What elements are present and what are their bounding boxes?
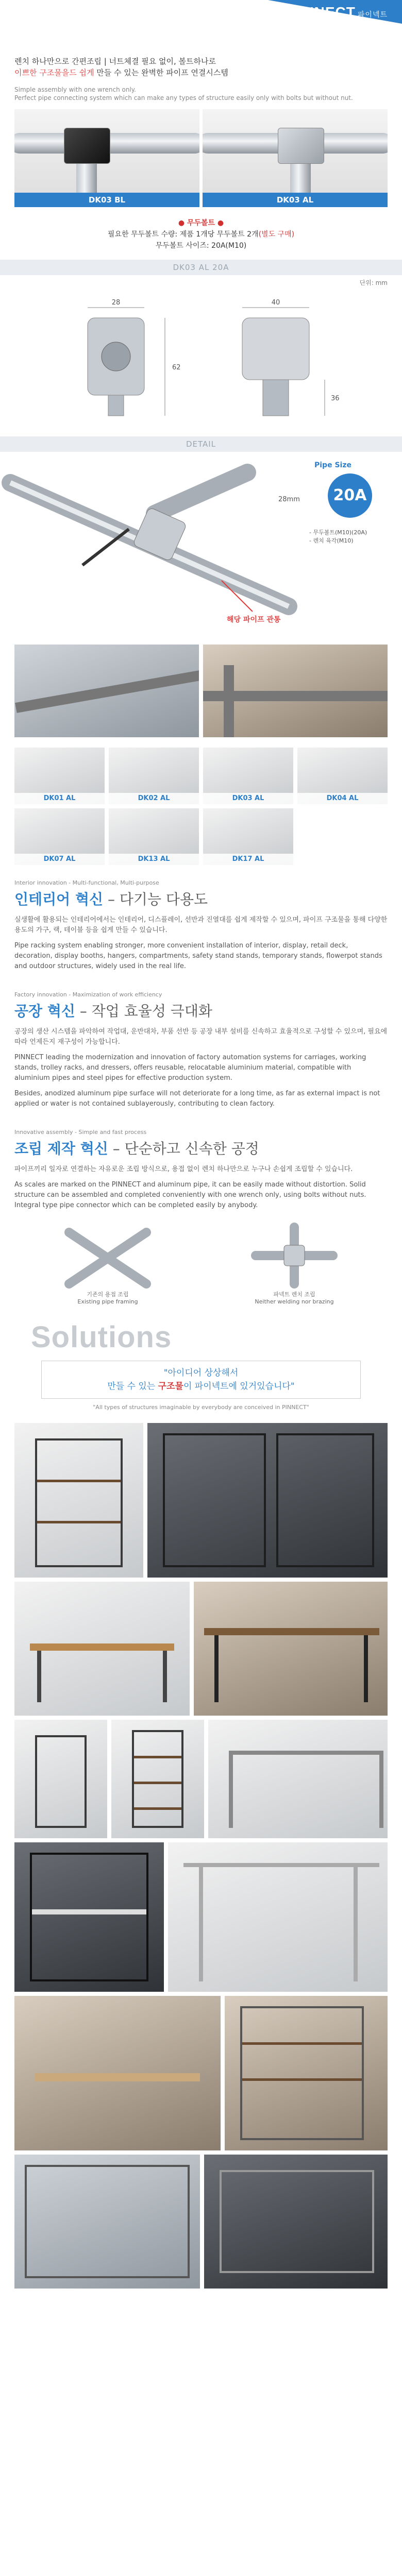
gallery-photo-2: [147, 1423, 388, 1578]
section-title: 공장 혁신 – 작업 효율성 극대화: [14, 1003, 212, 1020]
variant-label: DK02 AL: [109, 793, 199, 804]
dimension-diagram: [0, 287, 402, 436]
variant-label: DK01 AL: [14, 793, 105, 804]
gallery-photo-11: [225, 1996, 388, 2150]
gallery-photo-13: [204, 2155, 388, 2289]
intro-en-2: Perfect pipe connecting system which can make any types of structure easily only with bolts but without nut.: [14, 94, 353, 101]
gallery-photo-9: [168, 1842, 388, 1992]
pipe-mm: 28mm: [278, 496, 300, 503]
section-paragraph: Besides, anodized aluminum pipe surface will not deteriorate for a long time, as far as external impact is not applied or water is not contained sublayerously, contributing to clean factory.: [14, 1090, 380, 1108]
section-assembly: [0, 1114, 402, 1211]
variant-empty: [297, 808, 388, 865]
section-paragraph: PINNECT leading the modernization and innovation of factory automation systems for carriages, working stands, trolley racks, and dressers, offers reusable, relocatable aluminium material, compatible with aluminium pipes and steel pipes for effective production system.: [14, 1054, 366, 1082]
assembly-caption: 파넥트 렌치 조립 Neither welding nor brazing: [255, 1291, 334, 1305]
variant-label: DK13 AL: [109, 854, 199, 865]
solutions-quote: "아이디어 상상해서 만들 수 있는 구조물이 파이넥트에 있거있습니다": [41, 1361, 361, 1399]
variant-dk17: [203, 808, 293, 865]
gallery-photo-4: [194, 1582, 388, 1716]
gallery-photo-5: [14, 1720, 107, 1838]
gallery-photo-6: [111, 1720, 204, 1838]
section-paragraph: Pipe racking system enabling stronger, more convenient installation of interior, display, retail deck, decoration, display booths, hangers, compartments, safety stand stands, temporary stands, flowerpot stands and outdoor structures, widely used in the real life.: [14, 942, 382, 970]
variant-label: DK04 AL: [297, 793, 388, 804]
variant-grid: [0, 737, 402, 865]
section-interior: [0, 865, 402, 972]
usage-photo-1: [14, 645, 199, 737]
bolt-info: [0, 207, 402, 251]
spec-drawing: [0, 287, 402, 436]
spec-band: DK03 AL 20A: [0, 260, 402, 275]
variant-label: DK17 AL: [203, 854, 293, 865]
callout-text: 해당 파이프 관통: [227, 616, 281, 624]
solutions-title: Solutions: [31, 1320, 172, 1354]
section-title: 조립 제작 혁신 – 단순하고 신속한 공정: [14, 1140, 259, 1157]
gallery-photo-7: [208, 1720, 388, 1838]
dim-28: 28: [111, 299, 121, 307]
product-photos: [0, 102, 402, 207]
solutions-gallery: [0, 1411, 402, 2289]
section-en: Innovative assembly - Simple and fast process: [14, 1129, 147, 1136]
variant-dk03: [203, 748, 293, 804]
section-title: 인테리어 혁신 – 다기능 다용도: [14, 891, 208, 908]
gallery-photo-10: [14, 1996, 221, 2150]
variant-dk07: [14, 808, 105, 865]
section-paragraph: 공장의 생산 시스템을 파악하여 작업대, 운반대차, 부품 선반 등 공장 내부 설비를 신속하고 효율적으로 구성할 수 있으며, 필요에 따라 언제든지 재구성이 가능합니다.: [14, 1028, 388, 1046]
bolt-tag: ● 무두볼트 ●: [178, 219, 224, 227]
pipe-size-badge: 20A: [328, 473, 372, 518]
section-paragraph: 파이프끼리 일자로 연결하는 자유로운 조립 방식으로, 용접 없이 렌치 하나만으로 누구나 손쉽게 조립할 수 있습니다.: [14, 1165, 353, 1173]
spec-unit: 단위: mm: [359, 279, 388, 286]
usage-photos: [0, 632, 402, 737]
variant-dk04: [297, 748, 388, 804]
variant-dk01: [14, 748, 105, 804]
dim-40: 40: [271, 299, 280, 307]
product-label: DK03 AL: [203, 193, 388, 207]
assembly-welding: [59, 1222, 157, 1305]
solutions-note: "All types of structures imaginable by everybody are conceived in PINNECT": [93, 1404, 309, 1411]
intro-english: [0, 78, 402, 102]
variant-dk02: [109, 748, 199, 804]
pipe-size-label: Pipe Size: [314, 461, 351, 469]
header: [0, 0, 402, 45]
product-photo-dk03-bl: [14, 109, 199, 207]
assembly-comparison: [0, 1216, 402, 1305]
product-label: DK03 BL: [14, 193, 199, 207]
intro-en-1: Simple assembly with one wrench only.: [14, 86, 136, 93]
bolt-size: 무두볼트 사이즈: 20A(M10): [155, 242, 247, 250]
section-factory: [0, 977, 402, 1109]
dim-36: 36: [331, 395, 340, 402]
variant-dk13: [109, 808, 199, 865]
brand-logo: PINNECT 파이넥트: [288, 4, 388, 20]
section-paragraph: As scales are marked on the PINNECT and aluminum pipe, it can be easily made without distortion. Solid structure can be assembled and completed conveniently with one wrench only, using bolts without nuts. Integral type pipe connector which can be completed easily by anybody.: [14, 1181, 366, 1209]
bolt-note-2: - 렌치 육각(M10): [309, 537, 354, 544]
dim-62: 62: [172, 364, 181, 371]
section-en: Interior innovation - Multi-functional, Multi-purpose: [14, 879, 159, 886]
intro-line-1: 렌치 하나만으로 간편조립 | 너트체결 필요 없이, 볼트하나로: [14, 57, 216, 66]
usage-photo-2: [203, 645, 388, 737]
variant-label: DK03 AL: [203, 793, 293, 804]
variant-label: DK07 AL: [14, 854, 105, 865]
detail-illustration: [0, 452, 402, 632]
gallery-photo-3: [14, 1582, 190, 1716]
gallery-photo-1: [14, 1423, 143, 1578]
intro-text: [0, 45, 402, 78]
bolt-note-1: - 무두볼트(M10)(20A): [309, 529, 367, 536]
bolt-quantity: 필요한 무두볼트 수량: 제품 1개당 무두볼트 2개(별도 구매): [107, 230, 295, 239]
intro-line-2: 이쁘한 구조물을드 쉽게 만들 수 있는 완벽한 파이프 연결시스템: [14, 68, 228, 77]
assembly-caption: 기존의 용접 조립 Existing pipe framing: [77, 1291, 138, 1305]
section-paragraph: 실생활에 활용되는 인테리어에서는 인테리어, 디스플레이, 선반과 진열대를 쉽게 제작할 수 있으며, 파이프 구조물을 통해 다양한 용도의 가구, 랙, 테이블 등을 쉽게 만들 수 있습니다.: [14, 916, 388, 934]
section-en: Factory innovation - Maximization of work efficiency: [14, 991, 162, 998]
detail-band: DETAIL: [0, 436, 402, 452]
gallery-photo-8: [14, 1842, 164, 1992]
assembly-wrench: [245, 1222, 343, 1305]
gallery-photo-12: [14, 2155, 200, 2289]
product-photo-dk03-al: [203, 109, 388, 207]
